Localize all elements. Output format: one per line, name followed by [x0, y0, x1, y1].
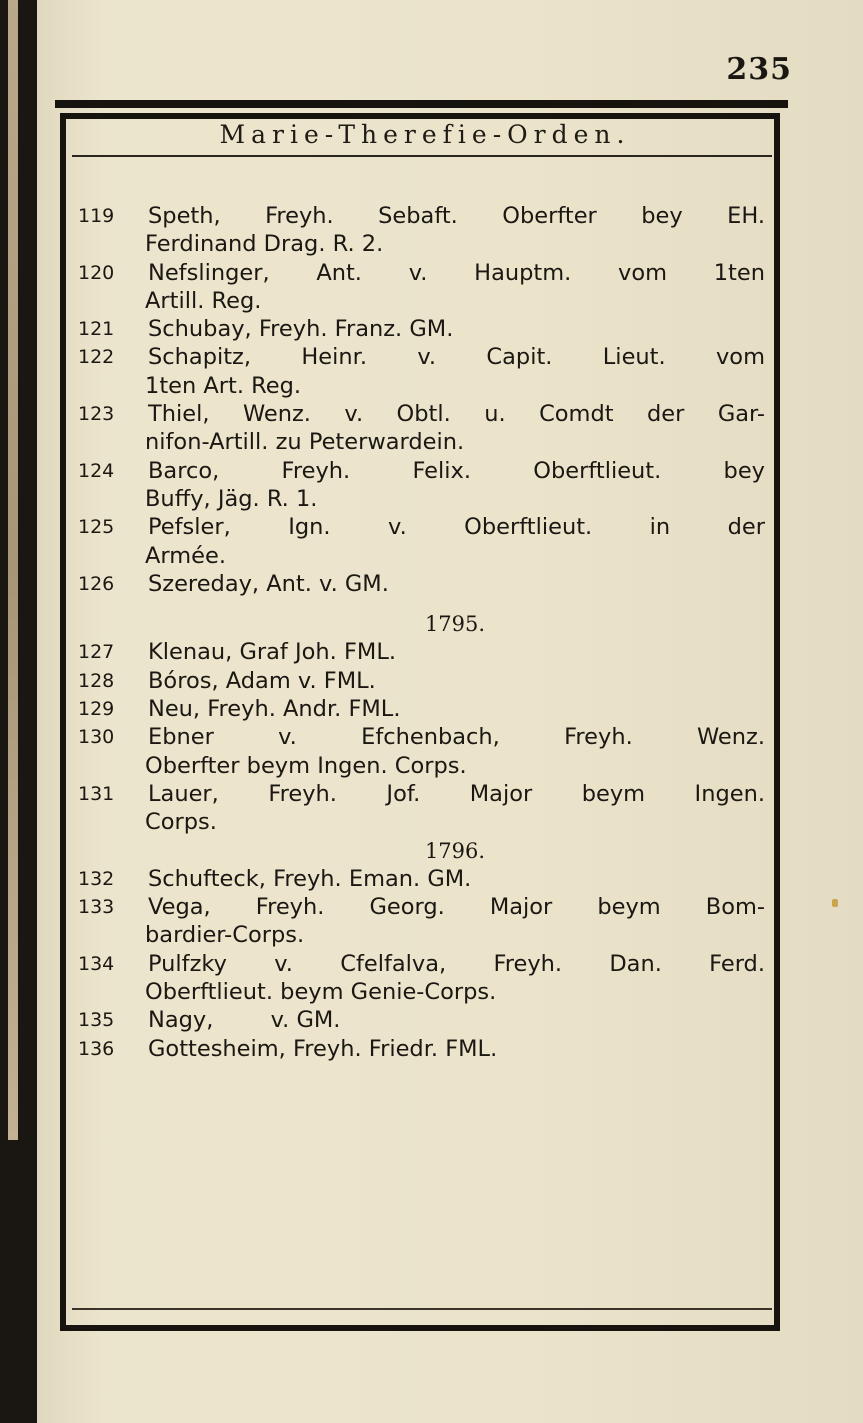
list-item: [75, 400, 765, 428]
entry-text: Neu, Freyh. Andr. FML.: [148, 696, 401, 723]
entry-text: Pulfzky v. Cfelfalva, Freyh. Dan. Ferd.: [148, 950, 765, 977]
entry-continuation: Oberftlieut. beym Genie-Corps.: [145, 979, 497, 1006]
list-item: [75, 457, 765, 485]
entry-number: 130: [78, 726, 115, 749]
page-edge: [8, 0, 18, 1140]
entry-text: Speth, Freyh. Sebaft. Oberfter bey EH.: [148, 203, 765, 229]
entry-number: 123: [78, 403, 115, 426]
running-header: Marie-Therefie-Orden.: [219, 120, 631, 149]
entry-number: 121: [78, 318, 115, 341]
list-item: [75, 1035, 765, 1063]
list-item: [75, 950, 765, 978]
entry-text: Nagy, v. GM.: [148, 1007, 341, 1034]
list-item: [75, 513, 765, 541]
entry-text: Schubay, Freyh. Franz. GM.: [148, 316, 454, 343]
entry-continuation: Armée.: [145, 542, 227, 569]
entry-number: 120: [78, 261, 115, 284]
top-rule: [55, 100, 788, 108]
list-item: [75, 343, 765, 371]
entry-text: Gottesheim, Freyh. Friedr. FML.: [148, 1035, 498, 1062]
entry-continuation: Artill. Reg.: [145, 287, 262, 314]
entry-number: 136: [78, 1037, 115, 1060]
list-item: [75, 570, 765, 598]
entry-text: Barco, Freyh. Felix. Oberftlieut. bey: [148, 457, 765, 484]
year-heading: 1796.: [424, 838, 486, 863]
entry-number: 132: [78, 867, 115, 890]
entry-list: [75, 190, 765, 1063]
entry-number: 127: [78, 641, 115, 664]
entry-number: 122: [78, 346, 115, 369]
entry-number: 126: [78, 572, 115, 595]
page-blemish: [832, 899, 838, 907]
entry-text: Pefsler, Ign. v. Oberftlieut. in der: [148, 514, 765, 541]
list-item: [75, 780, 765, 808]
entry-number: 119: [78, 205, 115, 227]
list-item: [75, 315, 765, 343]
entry-continuation: nifon-Artill. zu Peterwardein.: [145, 429, 465, 456]
list-item: [75, 202, 765, 230]
list-item: [75, 259, 765, 287]
list-item: [75, 695, 765, 723]
entry-number: 124: [78, 459, 115, 482]
entry-number: 129: [78, 698, 115, 721]
list-item: [75, 667, 765, 695]
entry-number: 133: [78, 896, 115, 919]
entry-number: 135: [78, 1009, 115, 1032]
entry-number: 134: [78, 952, 115, 975]
entry-continuation: Buffy, Jäg. R. 1.: [145, 485, 318, 512]
book-spine: [0, 0, 37, 1423]
list-item: [75, 723, 765, 751]
entry-continuation: Ferdinand Drag. R. 2.: [145, 231, 384, 258]
entry-number: 125: [78, 516, 115, 539]
entry-text: Vega, Freyh. Georg. Major beym Bom-: [148, 894, 765, 921]
entry-text: Nefslinger, Ant. v. Hauptm. vom 1ten: [148, 259, 765, 286]
entry-text: Szereday, Ant. v. GM.: [148, 570, 389, 597]
year-heading: 1795.: [424, 612, 486, 637]
entry-text: Bóros, Adam v. FML.: [148, 667, 376, 694]
entry-number: 131: [78, 782, 115, 805]
entry-continuation: Corps.: [145, 809, 217, 836]
entry-text: Ebner v. Efchenbach, Freyh. Wenz.: [148, 724, 765, 751]
list-item: [75, 1006, 765, 1034]
entry-continuation: bardier-Corps.: [145, 922, 305, 949]
entry-text: Lauer, Freyh. Jof. Major beym Ingen.: [148, 780, 765, 807]
header-rule: [72, 155, 772, 157]
entry-continuation: 1ten Art. Reg.: [145, 372, 302, 399]
list-item: [75, 865, 765, 893]
entry-text: Klenau, Graf Joh. FML.: [148, 639, 397, 666]
page-number: 235: [726, 52, 792, 87]
list-item: [75, 893, 765, 921]
entry-number: 128: [78, 669, 115, 692]
entry-continuation: Oberfter beym Ingen. Corps.: [145, 752, 467, 779]
entry-text: Thiel, Wenz. v. Obtl. u. Comdt der Gar-: [148, 401, 765, 428]
entry-text: Schufteck, Freyh. Eman. GM.: [148, 865, 472, 892]
bottom-rule: [72, 1308, 772, 1310]
entry-text: Schapitz, Heinr. v. Capit. Lieut. vom: [148, 344, 765, 371]
list-item: [75, 638, 765, 666]
